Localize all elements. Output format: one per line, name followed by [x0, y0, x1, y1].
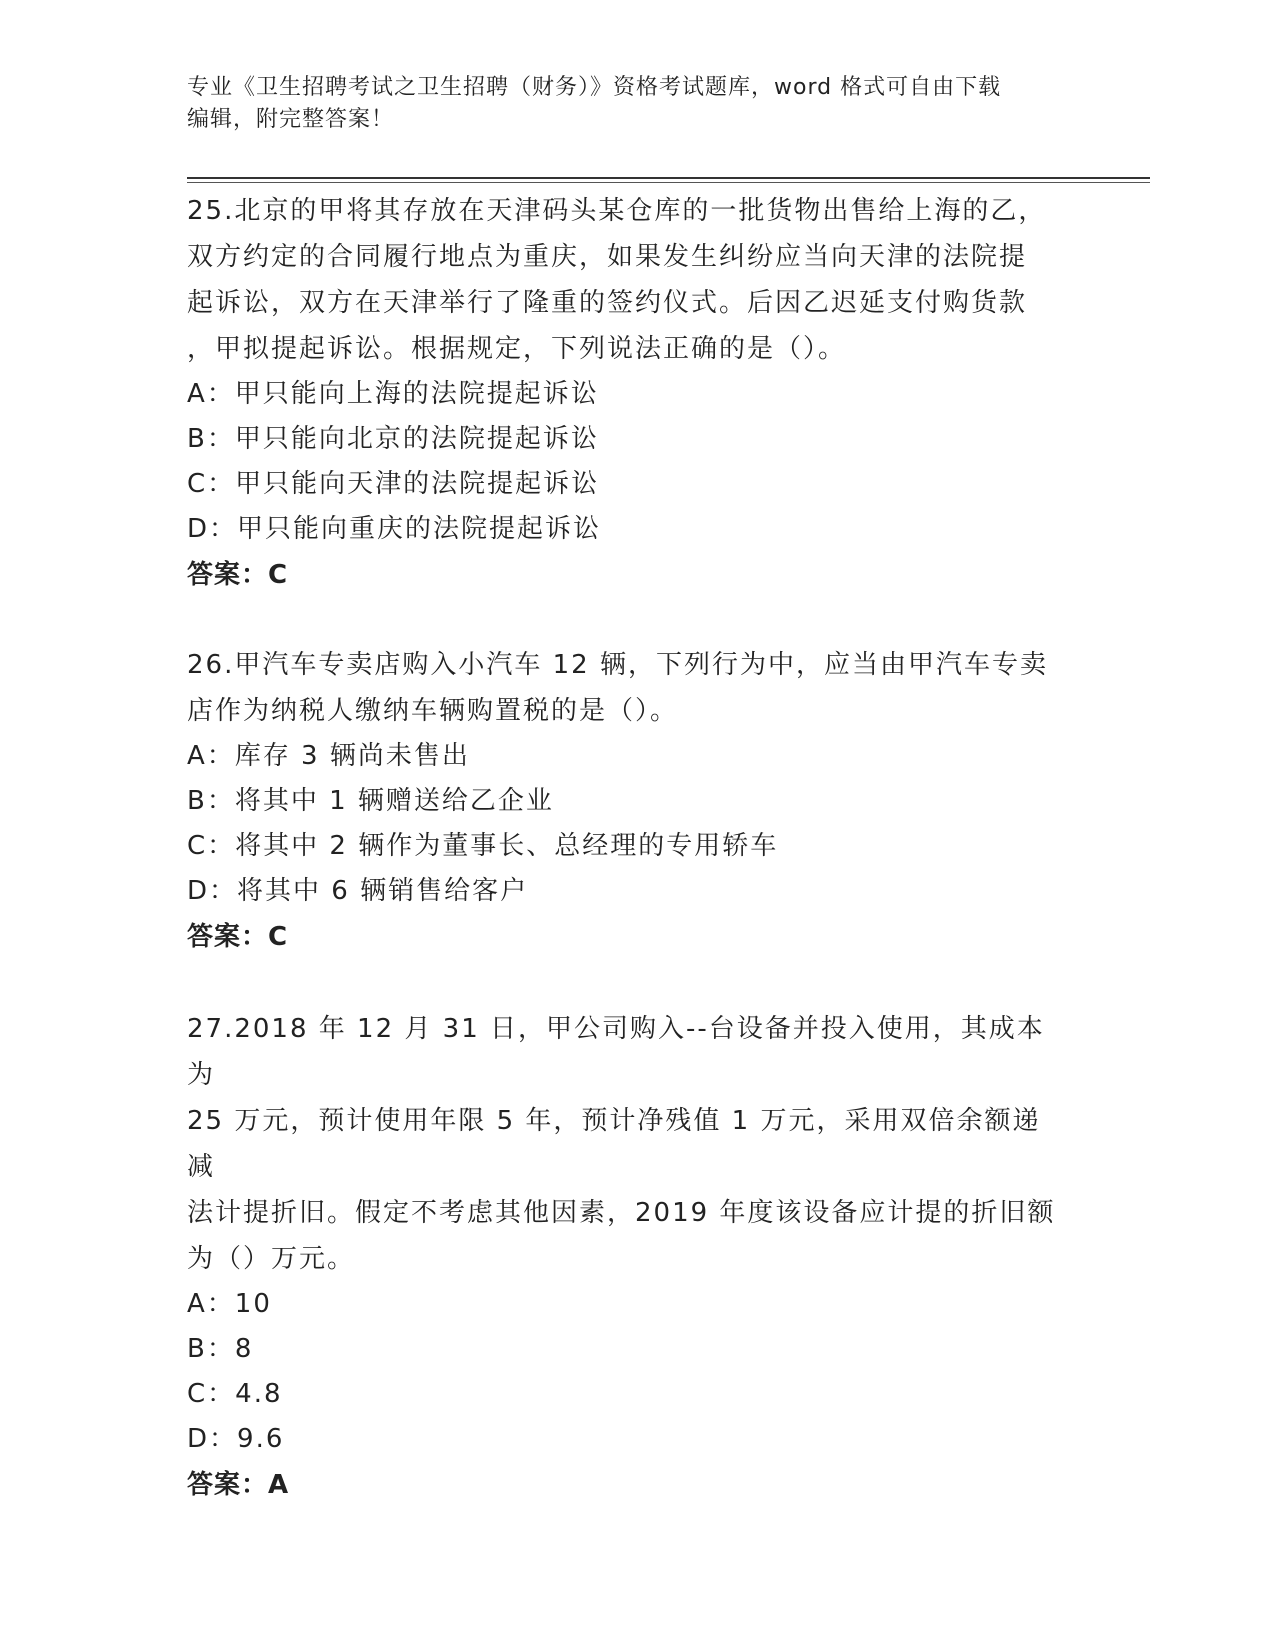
option-a: A：10: [187, 1289, 272, 1319]
header-line-1: 专业《卫生招聘考试之卫生招聘（财务）》资格考试题库，word 格式可自由下载: [187, 75, 1002, 100]
header-divider-thick: [187, 177, 1150, 179]
question-stem-line: 26.甲汽车专卖店购入小汽车 12 辆，下列行为中，应当由甲汽车专卖: [187, 650, 1048, 680]
question-stem-line: 法计提折旧。假定不考虑其他因素，2019 年度该设备应计提的折旧额: [187, 1198, 1056, 1228]
option-a: A：库存 3 辆尚未售出: [187, 741, 470, 771]
option-d: D：甲只能向重庆的法院提起诉讼: [187, 514, 602, 544]
option-c: C：甲只能向天津的法院提起诉讼: [187, 469, 600, 499]
question-stem-line: 店作为纳税人缴纳车辆购置税的是（）。: [187, 696, 679, 726]
option-a: A：甲只能向上海的法院提起诉讼: [187, 379, 599, 409]
question-stem-line: 25.北京的甲将其存放在天津码头某仓库的一批货物出售给上海的乙，: [187, 196, 1047, 226]
option-c: C：将其中 2 辆作为董事长、总经理的专用轿车: [187, 831, 779, 861]
option-b: B：甲只能向北京的法院提起诉讼: [187, 424, 599, 454]
option-c: C：4.8: [187, 1379, 283, 1409]
document-header: [187, 72, 1067, 136]
question-27: [187, 1006, 1067, 1508]
header-divider-thin: [187, 182, 1150, 183]
option-d: D：9.6: [187, 1424, 285, 1454]
question-stem-line: 双方约定的合同履行地点为重庆，如果发生纠纷应当向天津的法院提: [187, 242, 1028, 272]
header-line-2: 编辑，附完整答案！: [187, 107, 395, 132]
question-stem-line: 为（）万元。: [187, 1244, 356, 1274]
question-stem-line: 起诉讼，双方在天津举行了隆重的签约仪式。后因乙迟延支付购货款: [187, 288, 1028, 318]
option-d: D：将其中 6 辆销售给客户: [187, 876, 529, 906]
question-stem-line: 25 万元，预计使用年限 5 年，预计净残值 1 万元，采用双倍余额递减: [187, 1106, 1041, 1182]
answer: 答案：C: [187, 922, 289, 952]
answer: 答案：A: [187, 1470, 290, 1500]
question-stem-line: 27.2018 年 12 月 31 日，甲公司购入--台设备并投入使用，其成本为: [187, 1014, 1045, 1090]
option-b: B：8: [187, 1334, 254, 1364]
question-stem-line: ，甲拟提起诉讼。根据规定，下列说法正确的是（）。: [187, 334, 847, 364]
question-26: [187, 642, 1067, 960]
option-b: B：将其中 1 辆赠送给乙企业: [187, 786, 554, 816]
question-25: [187, 188, 1067, 598]
answer: 答案：C: [187, 560, 289, 590]
